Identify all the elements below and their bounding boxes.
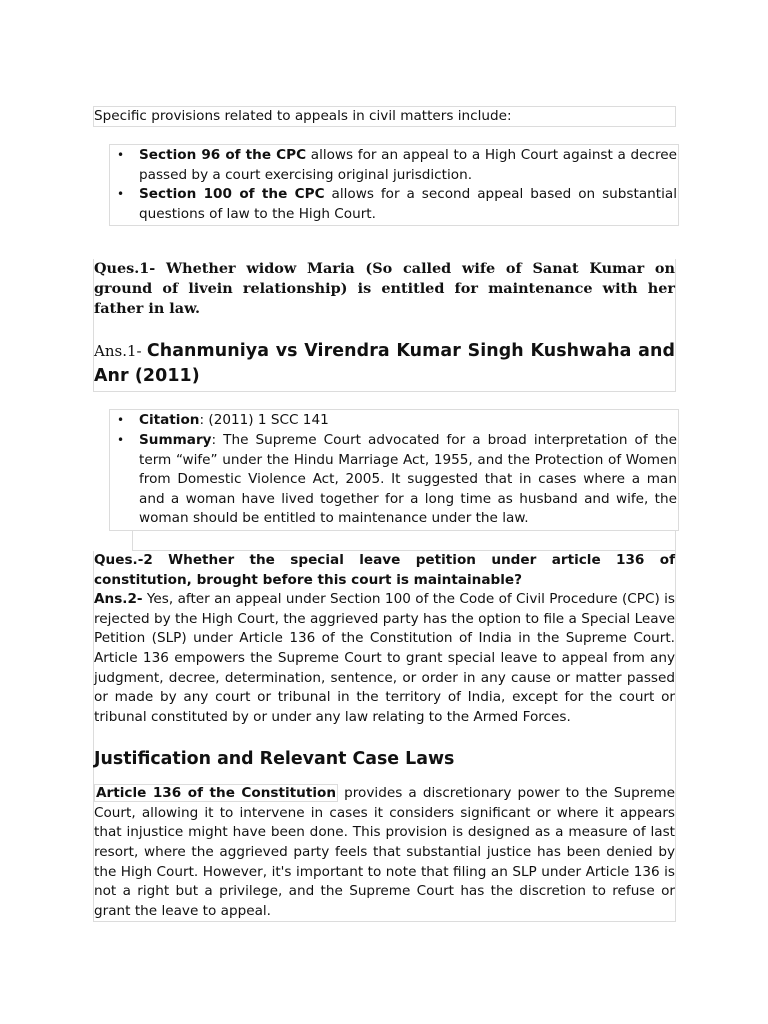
answer-2-text: Yes, after an appeal under Section 100 of the Code of Civil Procedure (CPC) is rejected by the High Court, the aggrieved party has the option to file a Special Leave Petition (SLP) under Article 136 of the Constitution of India in the Supreme Court. Article 136 empowers the Supreme Court to grant special leave to appeal from any judgment, decree, determination, sentence, or order in any cause or matter passed or made by any court or tribunal in the territory of India, except for the court or tribunal constituted by or under any law relating to the Armed Forces. <box>94 591 675 725</box>
list-item <box>110 146 677 185</box>
answer-2 <box>94 590 675 727</box>
case-details-list <box>109 409 679 531</box>
answer-1-title: Chanmuniya vs Virendra Kumar Singh Kushwaha and Anr (2011) <box>94 341 675 387</box>
article-136-bold: Article 136 of the Constitution <box>96 785 337 802</box>
question-2-block <box>93 551 676 923</box>
list-item-text: : (2011) 1 SCC 141 <box>199 412 329 429</box>
list-item-text: allows for a second appeal based on substantial questions of law to the High Court. <box>139 186 677 222</box>
section-heading: Justification and Relevant Case Laws <box>94 749 455 770</box>
question-1-block <box>93 259 676 392</box>
list-item <box>110 431 677 529</box>
article-136-paragraph <box>94 784 675 921</box>
list-item-text: : The Supreme Court advocated for a broad interpretation of the term “wife” under the Hindu Marriage Act, 1955, and the Protection of Women from Domestic Violence Act, 2005. It suggested that in cases where a man and a woman have lived together for a long time as husband and wife, the woman should be entitled to maintenance under the law. <box>139 431 677 527</box>
divider-row <box>132 531 676 551</box>
list-item <box>110 185 677 224</box>
intro-text: Specific provisions related to appeals in civil matters include: <box>93 106 676 127</box>
question-1: Ques.1- Whether widow Maria (So called wife of Sanat Kumar on ground of livein relationship) is entitled for maintenance with her father in law. <box>94 260 675 318</box>
list-item-text: allows for an appeal to a High Court against a decree passed by a court exercising original jurisdiction. <box>139 147 677 183</box>
article-136-text: provides a discretionary power to the Supreme Court, allowing it to intervene in cases it considers significant or where it appears that injustice might have been done. This provision is designed as a measure of last resort, where the aggrieved party feels that substantial justice has been denied by the High Court. However, it's important to note that filing an SLP under Article 136 is not a right but a privilege, and the Supreme Court has the discretion to refuse or grant the leave to appeal. <box>94 785 675 919</box>
answer-2-label: Ans.2- <box>94 591 143 608</box>
answer-1-heading <box>94 319 675 391</box>
document-page <box>93 106 676 922</box>
cpc-provisions-list <box>109 144 679 226</box>
list-item-bold: Summary <box>139 431 212 448</box>
answer-1-label: Ans.1- <box>94 342 147 361</box>
list-item-bold: Section 100 of the CPC <box>139 186 325 203</box>
list-item <box>110 411 677 431</box>
question-2: Ques.-2 Whether the special leave petition under article 136 of constitution, brought before this court is maintainable? <box>94 551 675 588</box>
list-item-bold: Citation <box>139 412 200 429</box>
list-item-bold: Section 96 of the CPC <box>139 147 307 163</box>
